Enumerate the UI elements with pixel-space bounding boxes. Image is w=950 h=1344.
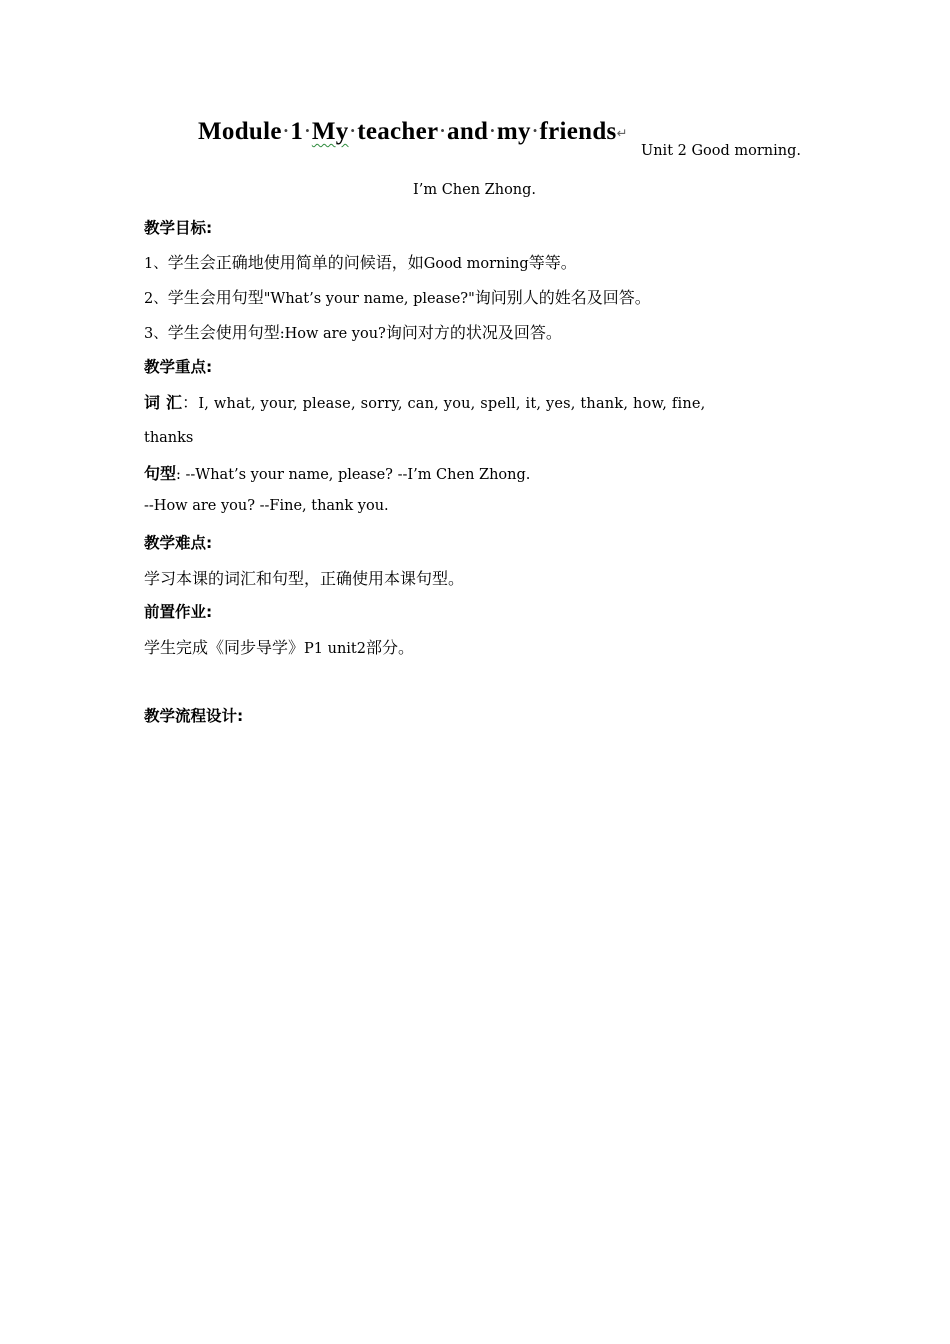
module-word: Module bbox=[198, 118, 282, 145]
module-word: 1 bbox=[290, 118, 304, 145]
module-word: my bbox=[496, 118, 531, 145]
objectives-heading: 教学目标: bbox=[144, 219, 213, 237]
sentence-label: 句型 bbox=[144, 464, 177, 483]
module-title: Module·1·My·teacher·and·my·friends↵ bbox=[198, 118, 628, 145]
sentence-line-2: --How are you? --Fine, thank you. bbox=[144, 498, 389, 514]
difficulties-text: 学习本课的词汇和句型，正确使用本课句型。 bbox=[144, 569, 465, 588]
key-points-heading: 教学重点: bbox=[144, 358, 213, 376]
sentence-line-1: 句型: --What’s your name, please? --I’m Chen Zhong. bbox=[144, 464, 531, 483]
difficulties-heading: 教学难点: bbox=[144, 534, 213, 552]
unit-subtitle: I’m Chen Zhong. bbox=[413, 182, 537, 198]
module-word: and bbox=[447, 118, 489, 145]
module-word: My bbox=[311, 118, 349, 145]
process-heading: 教学流程设计: bbox=[144, 707, 244, 725]
vocab-words: I, what, your, please, sorry, can, you, spell, it, yes, thank, how, fine, bbox=[198, 396, 706, 412]
objective-item-3: 3、学生会使用句型:How are you?询问对方的状况及回答。 bbox=[144, 323, 562, 342]
vocab-line-continued: thanks bbox=[144, 430, 194, 446]
module-word: friends bbox=[539, 118, 617, 145]
objective-item-2: 2、学生会用句型"What’s your name, please?"询问别人的姓名及回答。 bbox=[144, 288, 651, 307]
vocab-line: 词 汇：I, what, your, please, sorry, can, you, spell, it, yes, thank, how, fine, bbox=[144, 393, 706, 412]
unit-title: Unit 2 Good morning. bbox=[641, 143, 802, 159]
vocab-label: 词 汇 bbox=[144, 393, 183, 412]
module-word: teacher bbox=[357, 118, 439, 145]
paragraph-mark: ↵ bbox=[616, 125, 628, 141]
preview-heading: 前置作业: bbox=[144, 603, 213, 621]
preview-text: 学生完成《同步导学》P1 unit2部分。 bbox=[144, 638, 414, 657]
objective-item-1: 1、学生会正确地使用简单的问候语，如Good morning等等。 bbox=[144, 253, 577, 272]
